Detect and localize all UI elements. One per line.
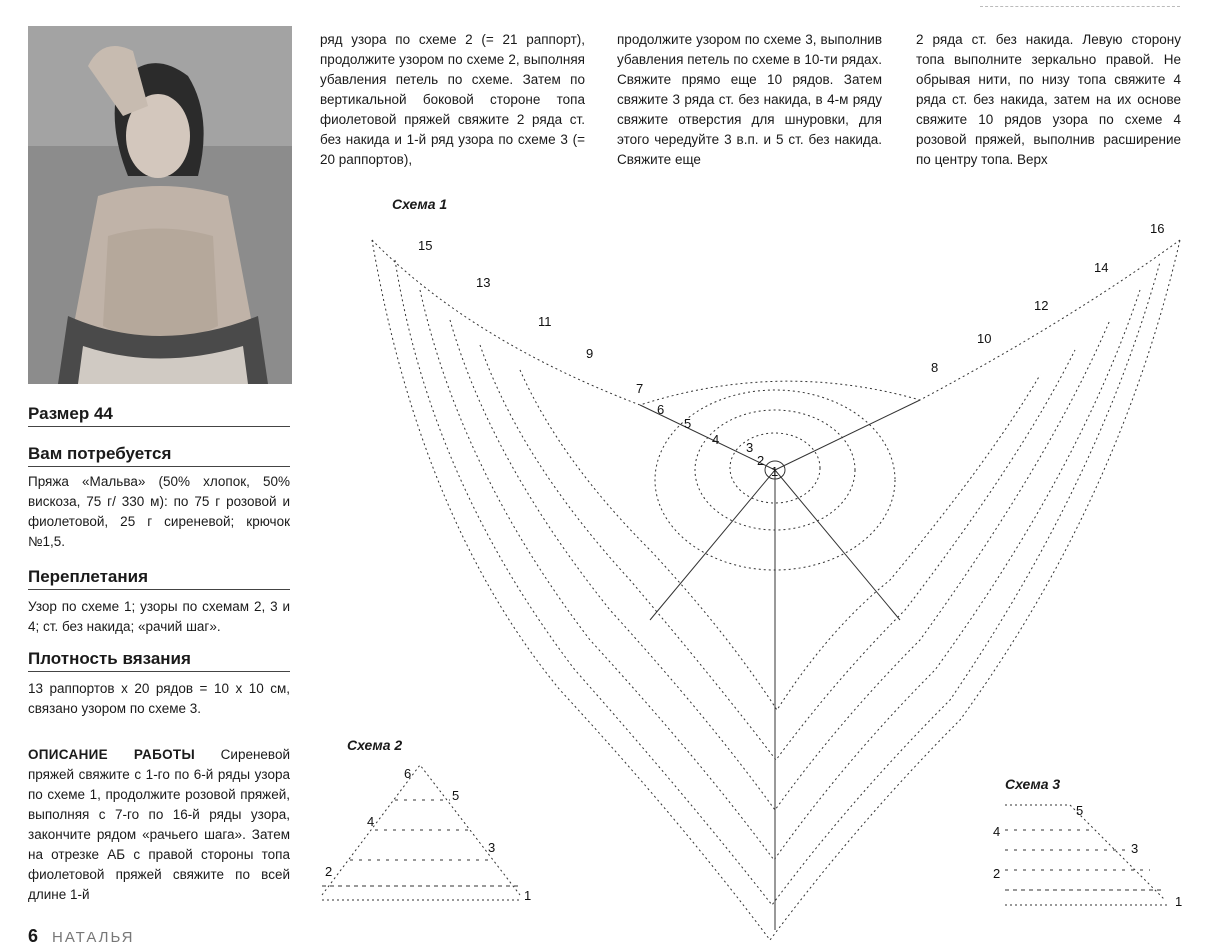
schema-3-label: Схема 3 bbox=[1005, 776, 1061, 792]
density-text: 13 раппортов х 20 рядов = 10 х 10 см, связано узором по схеме 3. bbox=[28, 681, 290, 716]
page-number: 6 bbox=[28, 926, 39, 946]
schema-2-row-label: 6 bbox=[404, 766, 412, 781]
schema-1-row-label: 8 bbox=[931, 360, 939, 375]
schema-1-row-label: 13 bbox=[476, 275, 491, 290]
schema-1-row-label: 15 bbox=[418, 238, 433, 253]
schema-1-row-label: 14 bbox=[1094, 260, 1109, 275]
schema-1-row-label: 12 bbox=[1034, 298, 1049, 313]
schema-2-row-label: 5 bbox=[452, 788, 460, 803]
schema-3-diagram bbox=[1005, 805, 1170, 905]
schema-1-row-label: 4 bbox=[712, 432, 720, 447]
weaves-text: Узор по схеме 1; узоры по схемам 2, 3 и 4; ст. без накида; «рачий шаг». bbox=[28, 599, 290, 634]
schema-1-row-label: 7 bbox=[636, 381, 644, 396]
schema-1-row-label: 3 bbox=[746, 440, 754, 455]
schema-1-row-label: 9 bbox=[586, 346, 594, 361]
schema-3-row-label: 2 bbox=[993, 866, 1001, 881]
schema-1-row-label: 11 bbox=[538, 314, 552, 329]
schema-3-row-label: 3 bbox=[1131, 841, 1139, 856]
schema-2-diagram bbox=[322, 765, 520, 900]
schema-1-row-label: 1 bbox=[771, 464, 779, 479]
schema-1-label: Схема 1 bbox=[392, 196, 448, 212]
schema-3-row-label: 1 bbox=[1175, 894, 1183, 909]
schema-1-row-label: 2 bbox=[757, 453, 765, 468]
description-text: Сиреневой пряжей свяжите с 1-го по 6-й ряды узора по схеме 1, продолжите розовой пряжей, выполняя с 7-го по 16-й ряды узора, закончите рядом «рачьего шага». Затем на отрезке АБ с правой стороны топа фиолетовой пряжей свяжите по всей длине 1-й bbox=[28, 747, 291, 902]
column-1-text: ряд узора по схеме 2 (= 21 раппорт), продолжите узором по схеме 2, выполняя убавления петель по схеме. Затем по вертикальной боковой стороне топа фиолетовой пряжей свяжите 2 ряда ст. без накида и 1-й ряд узора по схеме 3 (= 20 раппортов), bbox=[320, 32, 585, 167]
schema-2-label: Схема 2 bbox=[347, 737, 403, 753]
column-2-text: продолжите узором по схеме 3, выполнив убавления петель по схеме в 10-ти рядах. Свяжите прямо еще 10 рядов. Затем свяжите 3 ряда ст. без накида, в 4-м ряду свяжите отверстия для шнуровки, для этого чередуйте 3 в.п. и 5 ст. без накида. Свяжите еще bbox=[617, 32, 882, 167]
schema-2-row-label: 4 bbox=[367, 814, 375, 829]
schema-1-row-label: 5 bbox=[684, 416, 692, 431]
schema-1-diagram bbox=[372, 240, 1183, 940]
schema-1-row-label: 6 bbox=[657, 402, 665, 417]
weaves-heading: Переплетания bbox=[28, 567, 290, 590]
schema-3-row-label: 4 bbox=[993, 824, 1001, 839]
description-heading: ОПИСАНИЕ РАБОТЫ bbox=[28, 747, 195, 762]
needs-heading: Вам потребуется bbox=[28, 444, 290, 467]
density-heading: Плотность вязания bbox=[28, 649, 290, 672]
magazine-name: НАТАЛЬЯ bbox=[52, 929, 135, 946]
schema-1-row-label: 16 bbox=[1150, 221, 1165, 236]
schema-2-row-label: 3 bbox=[488, 840, 496, 855]
schema-1-row-label: 10 bbox=[977, 331, 992, 346]
needs-text: Пряжа «Мальва» (50% хлопок, 50% вискоза, 75 г/ 330 м): по 75 г розовой и фиолетовой, 25 г сиреневой; крючок №1,5. bbox=[28, 474, 290, 549]
schema-3-row-label: 5 bbox=[1076, 803, 1084, 818]
schema-2-row-label: 1 bbox=[524, 888, 532, 903]
size-heading: Размер 44 bbox=[28, 404, 290, 427]
column-3-text: 2 ряда ст. без накида. Левую сторону топа выполните зеркально правой. Не обрывая нити, по низу топа свяжите 4 ряда ст. без накида, затем на их основе свяжите 10 рядов узора по схеме 4 розовой пряжей, выполнив расширение по центру топа. Верх bbox=[916, 32, 1181, 167]
schema-2-row-label: 2 bbox=[325, 864, 333, 879]
